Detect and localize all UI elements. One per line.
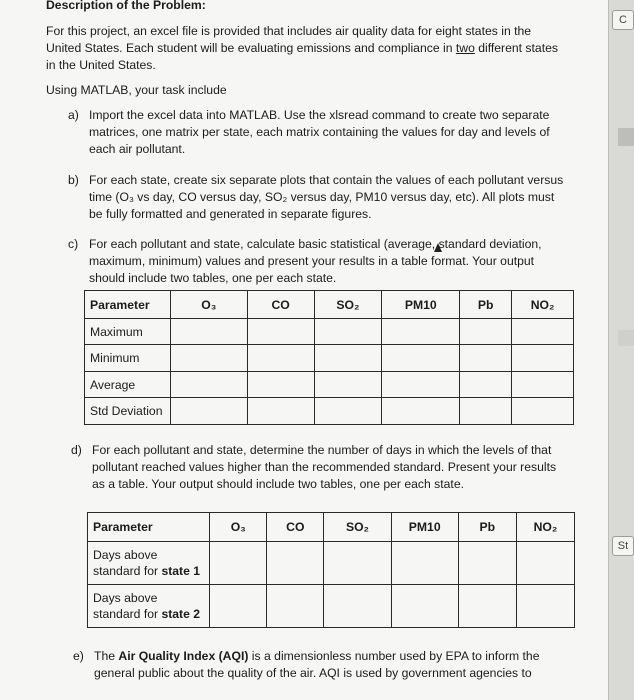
side-highlight [618,128,634,146]
header-parameter: Parameter [85,291,171,319]
item-d-line-2: pollutant reached values higher than the recommended standard. Present your results [92,460,557,474]
item-d-line-3: as a table. Your output should include two tables, one per each state. [92,477,464,491]
item-e-line-2: general public about the quality of the air. AQI is used by government agencies to [94,666,532,680]
item-e-label: e) [73,649,84,663]
header-o3: O₃ [170,291,247,319]
side-tab-st[interactable]: St [612,536,634,556]
header-pm10: PM10 [382,291,460,319]
header-o3: O₃ [210,513,267,542]
header-pm10: PM10 [391,513,458,542]
intro-line-3: in the United States. [46,58,156,72]
item-d-label: d) [71,443,82,457]
statistics-table [84,290,574,425]
table-row [85,372,574,398]
table-row [85,398,574,425]
exceedance-table [87,512,575,628]
mouse-cursor-icon [434,243,442,252]
row-label-state-2: Days above standard for state 2 [88,585,210,628]
header-so2: SO₂ [314,291,382,319]
using-line: Using MATLAB, your task include [46,83,227,97]
item-e-line-1: The Air Quality Index (AQI) is a dimensionless number used by EPA to inform the [94,649,540,663]
table-row [88,542,575,585]
item-c-line-1: For each pollutant and state, calculate basic statistical (average, standard deviation, [89,237,542,251]
section-title: Description of the Problem: [46,0,206,12]
side-highlight [618,330,634,346]
row-label-maximum: Maximum [85,319,171,345]
row-label-average: Average [85,372,171,398]
item-b-line-2: time (O₃ vs day, CO versus day, SO₂ versus day, PM10 versus day, etc). All plots must [89,190,555,204]
header-co: CO [247,291,314,319]
header-so2: SO₂ [324,513,391,542]
item-c-line-3: should include two tables, one per each state. [89,271,337,285]
header-pb: Pb [458,513,516,542]
row-label-std-deviation: Std Deviation [85,398,171,425]
item-d-line-1: For each pollutant and state, determine the number of days in which the levels of that [92,443,552,457]
intro-line-2: United States. Each student will be evaluating emissions and compliance in two different states [46,41,558,55]
table-header-row [88,513,575,542]
header-parameter: Parameter [88,513,210,542]
item-a-line-3: each air pollutant. [89,142,186,156]
table-header-row [85,291,574,319]
row-label-minimum: Minimum [85,345,171,372]
side-tab-c[interactable]: C [612,10,634,30]
right-panel [608,0,634,700]
item-c-line-2: maximum, minimum) values and present your results in a table format. Your output [89,254,535,268]
intro-line-1: For this project, an excel file is provided that includes air quality data for eight states in the [46,24,532,38]
item-b-line-3: be fully formatted and generated in separate figures. [89,207,372,221]
item-b-line-1: For each state, create six separate plots that contain the values of each pollutant versus [89,173,564,187]
table-row [88,585,575,628]
header-no2: NO₂ [512,291,574,319]
table-row [85,345,574,372]
header-co: CO [267,513,324,542]
item-a-line-2: matrices, one matrix per state, each matrix containing the values for day and levels of [89,125,550,139]
table-row [85,319,574,345]
row-label-state-1: Days above standard for state 1 [88,542,210,585]
item-b-label: b) [68,173,79,187]
item-c-label: c) [68,237,79,251]
item-a-label: a) [68,108,79,122]
header-pb: Pb [460,291,512,319]
header-no2: NO₂ [516,513,574,542]
item-a-line-1: Import the excel data into MATLAB. Use the xlsread command to create two separate [89,108,550,122]
